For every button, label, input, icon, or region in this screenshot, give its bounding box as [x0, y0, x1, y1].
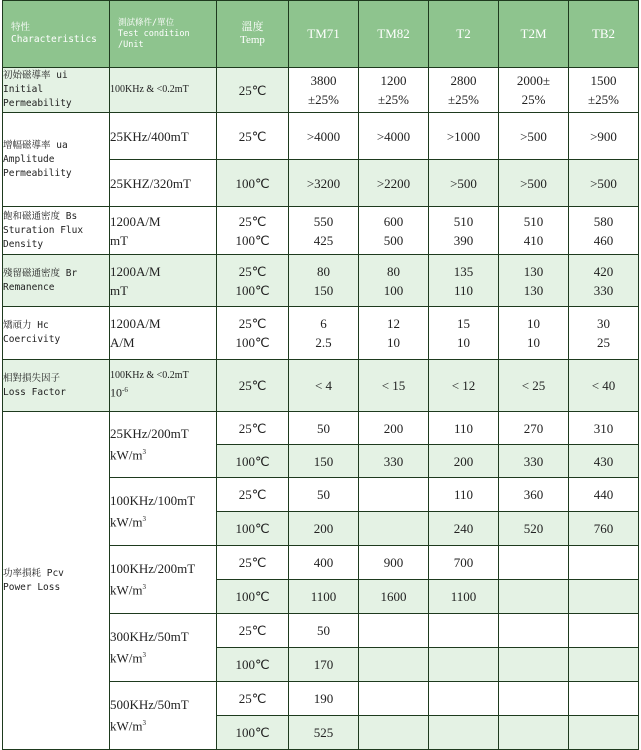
power-loss-value: 900 [359, 546, 429, 580]
loss-factor-value: < 40 [569, 360, 639, 412]
power-loss-temp: 100℃ [217, 648, 289, 682]
power-loss-temp: 100℃ [217, 445, 289, 478]
power-loss-value: 330 [499, 445, 569, 478]
hc-label: 矯頑力 Hc Coercivity [3, 307, 110, 360]
amplitude-value: >500 [569, 160, 639, 207]
table-row [3, 68, 639, 113]
power-loss-value [499, 546, 569, 580]
power-loss-temp: 25℃ [217, 478, 289, 512]
power-loss-value [359, 648, 429, 682]
loss-factor-value: < 4 [289, 360, 359, 412]
initial-permeability-label: 初始磁導率 ui Initial Permeability [3, 68, 110, 113]
power-loss-temp: 25℃ [217, 412, 289, 445]
br-value: 80 150 [289, 255, 359, 307]
power-loss-temp: 100℃ [217, 580, 289, 614]
loss-factor-value: < 15 [359, 360, 429, 412]
power-loss-value: 1100 [289, 580, 359, 614]
power-loss-temp: 25℃ [217, 546, 289, 580]
power-loss-value: 520 [499, 512, 569, 546]
power-loss-value [569, 580, 639, 614]
initial-value-tm82: 1200 ±25% [359, 68, 429, 113]
bs-value: 510 390 [429, 207, 499, 255]
power-loss-value: 400 [289, 546, 359, 580]
header-material-tb2: TB2 [569, 1, 639, 68]
power-loss-value [359, 716, 429, 750]
initial-value-tm71: 3800 ±25% [289, 68, 359, 113]
power-loss-value: 330 [359, 445, 429, 478]
power-loss-value [359, 682, 429, 716]
hc-value: 10 10 [499, 307, 569, 360]
amplitude-value: >1000 [429, 113, 499, 160]
initial-value-t2: 2800 ±25% [429, 68, 499, 113]
bs-label: 飽和磁通密度 Bs Sturation Flux Density [3, 207, 110, 255]
header-material-t2: T2 [429, 1, 499, 68]
amplitude-value: >500 [499, 113, 569, 160]
power-loss-value: 270 [499, 412, 569, 445]
power-loss-condition: 100KHz/200mT $kW/m^3$ [110, 546, 217, 614]
power-loss-value [569, 546, 639, 580]
amplitude-value: >500 [429, 160, 499, 207]
bs-temp: 25℃ 100℃ [217, 207, 289, 255]
header-material-tm82: TM82 [359, 1, 429, 68]
power-loss-value: 150 [289, 445, 359, 478]
power-loss-value: 50 [289, 478, 359, 512]
br-value: 130 130 [499, 255, 569, 307]
power-loss-value [359, 614, 429, 648]
power-loss-value [429, 716, 499, 750]
amplitude-value: >500 [499, 160, 569, 207]
loss-factor-value: < 12 [429, 360, 499, 412]
power-loss-value: 50 [289, 614, 359, 648]
power-loss-condition: 25KHz/200mT $kW/m^3$ [110, 412, 217, 478]
power-loss-temp: 100℃ [217, 716, 289, 750]
power-loss-condition: 500KHz/50mT $kW/m^3$ [110, 682, 217, 750]
initial-value-tb2: 1500 ±25% [569, 68, 639, 113]
power-loss-value [569, 716, 639, 750]
bs-value: 550 425 [289, 207, 359, 255]
power-loss-value: 440 [569, 478, 639, 512]
amplitude-temp-2: 100℃ [217, 160, 289, 207]
power-loss-value [499, 614, 569, 648]
power-loss-value: 360 [499, 478, 569, 512]
bs-value: 510 410 [499, 207, 569, 255]
power-loss-value: 190 [289, 682, 359, 716]
power-loss-value [569, 614, 639, 648]
power-loss-value [359, 512, 429, 546]
power-loss-value: 170 [289, 648, 359, 682]
loss-factor-condition: 100KHz & <0.2mT $10^{-6}$ [110, 360, 217, 412]
power-loss-temp: 100℃ [217, 512, 289, 546]
power-loss-value [569, 682, 639, 716]
power-loss-value: 240 [429, 512, 499, 546]
br-temp: 25℃ 100℃ [217, 255, 289, 307]
br-condition: 1200A/M mT [110, 255, 217, 307]
loss-factor-label: 相對損失因子 Loss Factor [3, 360, 110, 412]
table-row [3, 113, 639, 160]
header-condition: 測試條件/單位 Test condition /Unit [110, 1, 217, 68]
header-temp: 溫度 Temp [217, 1, 289, 68]
br-value: 420 330 [569, 255, 639, 307]
amplitude-condition-2: 25KHZ/320mT [110, 160, 217, 207]
table-row [3, 412, 639, 445]
amplitude-value: >900 [569, 113, 639, 160]
bs-condition: 1200A/M mT [110, 207, 217, 255]
power-loss-value: 110 [429, 412, 499, 445]
power-loss-value: 430 [569, 445, 639, 478]
power-loss-value: 700 [429, 546, 499, 580]
hc-temp: 25℃ 100℃ [217, 307, 289, 360]
header-material-t2m: T2M [499, 1, 569, 68]
power-loss-condition: 300KHz/50mT $kW/m^3$ [110, 614, 217, 682]
header-row [3, 1, 639, 68]
bs-value: 580 460 [569, 207, 639, 255]
power-loss-label: 功率損耗 Pcv Power Loss [3, 412, 110, 750]
power-loss-value: 200 [429, 445, 499, 478]
initial-condition: 100KHz & <0.2mT [110, 68, 217, 113]
initial-temp: 25℃ [217, 68, 289, 113]
power-loss-value [499, 580, 569, 614]
power-loss-temp: 25℃ [217, 614, 289, 648]
table-row [3, 255, 639, 307]
amplitude-value: >4000 [289, 113, 359, 160]
table-row [3, 360, 639, 412]
power-loss-condition: 100KHz/100mT $kW/m^3$ [110, 478, 217, 546]
power-loss-value: 50 [289, 412, 359, 445]
loss-factor-value: < 25 [499, 360, 569, 412]
power-loss-temp: 25℃ [217, 682, 289, 716]
power-loss-value: 760 [569, 512, 639, 546]
specification-table [2, 0, 639, 750]
br-label: 殘留磁通密度 Br Remanence [3, 255, 110, 307]
power-loss-value [429, 648, 499, 682]
header-characteristics: 特性 Characteristics [3, 1, 110, 68]
hc-value: 30 25 [569, 307, 639, 360]
power-loss-value: 200 [359, 412, 429, 445]
amplitude-value: >3200 [289, 160, 359, 207]
hc-value: 6 2.5 [289, 307, 359, 360]
hc-value: 15 10 [429, 307, 499, 360]
power-loss-value [429, 614, 499, 648]
amplitude-value: >2200 [359, 160, 429, 207]
amplitude-condition-1: 25KHz/400mT [110, 113, 217, 160]
initial-value-t2m: 2000± 25% [499, 68, 569, 113]
power-loss-value: 200 [289, 512, 359, 546]
power-loss-value: 310 [569, 412, 639, 445]
amplitude-permeability-label: 增幅磁導率 ua Amplitude Permeability [3, 113, 110, 207]
power-loss-value [429, 682, 499, 716]
power-loss-value [569, 648, 639, 682]
power-loss-value: 1600 [359, 580, 429, 614]
loss-factor-temp: 25℃ [217, 360, 289, 412]
power-loss-value [499, 682, 569, 716]
power-loss-value: 525 [289, 716, 359, 750]
table-row [3, 207, 639, 255]
header-material-tm71: TM71 [289, 1, 359, 68]
power-loss-value: 110 [429, 478, 499, 512]
amplitude-value: >4000 [359, 113, 429, 160]
power-loss-value: 1100 [429, 580, 499, 614]
power-loss-value [499, 716, 569, 750]
power-loss-value [499, 648, 569, 682]
br-value: 80 100 [359, 255, 429, 307]
amplitude-temp-1: 25℃ [217, 113, 289, 160]
table-row [3, 307, 639, 360]
hc-condition: 1200A/M A/M [110, 307, 217, 360]
bs-value: 600 500 [359, 207, 429, 255]
hc-value: 12 10 [359, 307, 429, 360]
power-loss-value [359, 478, 429, 512]
br-value: 135 110 [429, 255, 499, 307]
